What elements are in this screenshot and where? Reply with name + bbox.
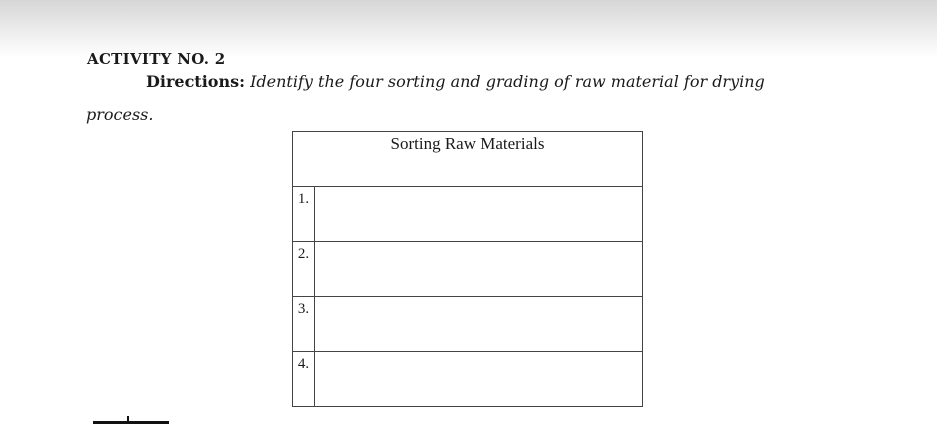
answer-field-2[interactable] (316, 242, 642, 296)
table-row (293, 187, 643, 242)
row-number: 3. (293, 297, 315, 351)
table-cell (293, 242, 643, 297)
answer-field-4[interactable] (316, 352, 642, 406)
table-cell (293, 187, 643, 242)
table-row (293, 352, 643, 407)
table-header-row (293, 132, 643, 187)
directions-continuation: process. (86, 105, 154, 124)
answer-field-3[interactable] (316, 297, 642, 351)
sorting-table (292, 131, 643, 407)
table-cell (293, 352, 643, 407)
table-header: Sorting Raw Materials (293, 132, 643, 187)
directions-line (146, 72, 765, 91)
answer-field-1[interactable] (316, 187, 642, 241)
directions-label: Directions: (146, 72, 245, 91)
row-number: 4. (293, 352, 315, 406)
underline-tick (127, 416, 129, 422)
activity-title: ACTIVITY NO. 2 (87, 50, 226, 68)
underline-mark (93, 421, 169, 424)
table-cell (293, 297, 643, 352)
row-number: 1. (293, 187, 315, 241)
table-row (293, 297, 643, 352)
table-row (293, 242, 643, 297)
directions-text: Identify the four sorting and grading of raw material for drying (250, 72, 765, 91)
row-number: 2. (293, 242, 315, 296)
